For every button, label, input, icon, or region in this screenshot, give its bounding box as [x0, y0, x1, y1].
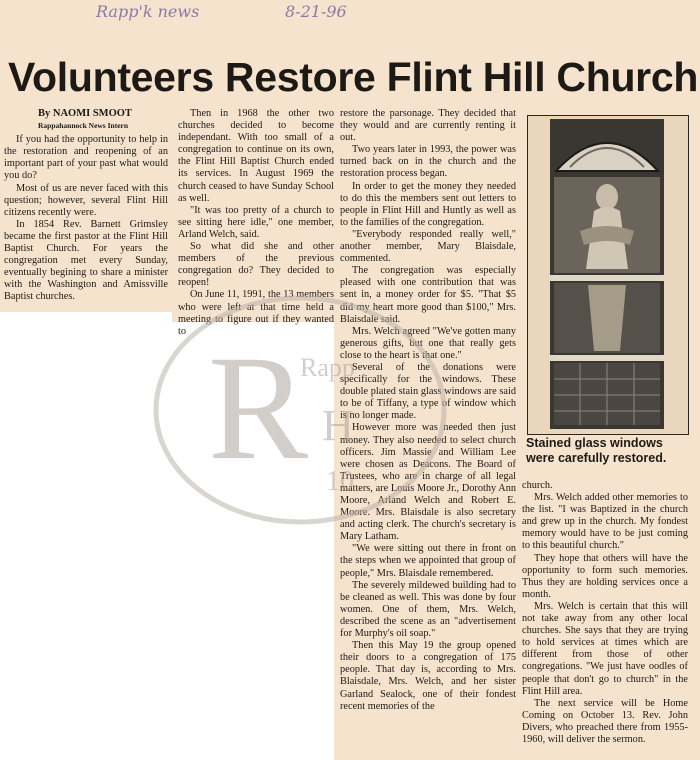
article-paragraph: However more was needed then just money. They also needed to select church officers. Jim Massie and William Lee were chosen as Deacons. The Board of Trustees, who are in charge of all legal matters, are Louis Moore Jr., Dorothy Ann Moore, Arland Welch and Robert E. Moore. Mrs. Blaisdale is also secretary and acting clerk. The church's secretary is Mary Latham. — [340, 422, 516, 543]
article-paragraph: So what did she and other members of the previous congregation do? They decided to reopen! — [178, 241, 334, 289]
byline: By NAOMI SMOOT — [38, 108, 132, 119]
article-paragraph: In 1854 Rev. Barnett Grimsley became the first pastor at the Flint Hill Baptist Church. For years the congregation met every Sunday, eventually begining to share a minister with the Washington and Amissville Baptist churches. — [4, 218, 168, 303]
article-paragraph: Several of the donations were specifically for the windows. These double plated stain glass windows are said to be of Tiffany, a type of window which is no longer made. — [340, 361, 516, 422]
article-paragraph: The next service will be Home Coming on October 13. Rev. John Divers, who preached there from 1955-1960, will deliver the sermon. — [522, 697, 688, 745]
article-paragraph: "It was too pretty of a church to see sitting here idle," one member, Arland Welch, said. — [178, 204, 334, 240]
article-paragraph: They hope that others will have the opportunity to form such memories. Thus they are holding services once a month. — [522, 552, 688, 600]
article-paragraph: In order to get the money they needed to do this the members sent out letters to people in Flint Hill and Huntly as well as to the families of the congregation. — [340, 180, 516, 228]
article-headline: Volunteers Restore Flint Hill Church — [8, 54, 699, 100]
article-paragraph: The congregation was especially pleased with one contribution that was sent in, a money order for $5. "That $5 did my heart more good than $100," Mrs. Blaisdale said. — [340, 265, 516, 325]
article-column-2 — [178, 108, 334, 338]
handwritten-source-note: Rapp'k news — [96, 2, 200, 21]
article-paragraph: Most of us are never faced with this question; however, several Flint Hill citizens recently were. — [4, 182, 168, 218]
article-column-4 — [522, 480, 688, 746]
handwritten-date-note: 8-21-96 — [285, 2, 347, 21]
article-column-1 — [4, 108, 168, 304]
stained-glass-window-photo — [550, 119, 664, 429]
article-paragraph: Then in 1968 the other two churches decided to become independant. With too small of a congregation to continue on its own, the Flint Hill Baptist Church ended its services. In August 1969 the church ceased to have Sunday School as well. — [178, 108, 334, 204]
article-paragraph: If you had the opportunity to help in the restoration and reopening of an important part of your past what would you do? — [4, 134, 168, 182]
byline-credit: Rappahannock News Intern — [38, 121, 129, 131]
article-paragraph: Mrs. Welch added other memories to the list. "I was Baptized in the church and grew up in the church. My fondest memory would have to be just coming to this beautiful church." — [522, 492, 688, 552]
watermark-word-a: Rapp — [300, 353, 355, 382]
watermark-word-b: H — [322, 401, 354, 450]
article-paragraph: restore the parsonage. They decided that they would and are currently renting it out. — [340, 108, 516, 144]
article-paragraph: On June 11, 1991, the 13 members who were left at that time held a meeting to figure out if they wanted to — [178, 289, 334, 337]
article-paragraph: Mrs. Welch is certain that this will not take away from any other local churches. She says that they are trying to hold services at times which are different from those of other congregations. "We just have oodles of people that don't go to church" in the Flint Hill area. — [522, 600, 688, 697]
article-paragraph: Then this May 19 the group opened their doors to a congregation of 175 people. That day is, according to Mrs. Blaisdale, Mrs. Welch, and her sister Garland Sealock, one of their fondest recent memories of the — [340, 640, 516, 712]
article-paragraph: "Everybody responded really well," another member, Mary Blaisdale, commented. — [340, 228, 516, 265]
article-paragraph: Mrs. Welch agreed "We've gotten many generous gifts, but one that really gets close to the heart is that one." — [340, 325, 516, 361]
article-paragraph: church. — [522, 480, 553, 491]
article-paragraph: Two years later in 1993, the power was turned back on in the church and the restoration process began. — [340, 144, 516, 180]
article-column-3 — [340, 108, 516, 713]
watermark-number: 10 — [326, 466, 354, 497]
article-paragraph: The severely mildewed building had to be cleaned as well. This was done by four women. One of them, Mrs. Welch, described the scene as an "advertisement for Murphy's oil soap." — [340, 579, 516, 640]
photo-caption: Stained glass windows were carefully restored. — [526, 436, 667, 465]
watermark-letter: R — [208, 325, 309, 491]
article-paragraph: "We were sitting out there in front on the steps when we appointed that group of people," Mrs. Blaisdale remembered. — [340, 543, 516, 579]
